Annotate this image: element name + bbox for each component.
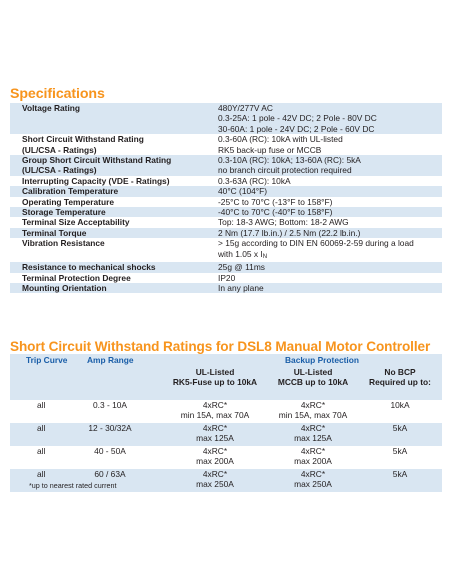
cell-trip: all [37, 400, 46, 410]
spec-value: IP20 [218, 272, 236, 283]
spec-label: Storage Temperature [22, 207, 106, 218]
spec-value: 30-60A: 1 pole - 24V DC; 2 Pole - 60V DC [218, 123, 375, 134]
cell-fuse: 4xRC* [202, 423, 228, 433]
header-rk5-fuse: RK5-Fuse up to 10kA [172, 377, 258, 387]
header-required: Required up to: [369, 377, 431, 387]
spec-value: -40°C to 70°C (-40°F to 158°F) [218, 207, 333, 218]
short-circuit-table [10, 354, 442, 492]
cell-amp: 0.3 - 10A [93, 400, 127, 410]
spec-label: Resistance to mechanical shocks [22, 262, 156, 273]
subscript-n: N [262, 253, 268, 260]
header-ul-listed-fuse: UL-Listed [195, 367, 235, 377]
spec-label: Terminal Size Acceptability [22, 217, 130, 228]
spec-row [10, 283, 442, 293]
spec-value: In any plane [218, 282, 264, 293]
spec-label: Interrupting Capacity (VDE - Ratings) [22, 175, 170, 186]
spec-value: Top: 18-3 AWG; Bottom: 18-2 AWG [218, 217, 349, 228]
table-row [10, 423, 442, 446]
spec-value: with 1.05 x I [218, 248, 263, 259]
spec-value: > 15g according to DIN EN 60069-2-59 during a load [218, 238, 414, 249]
cell-fuse: max 250A [196, 479, 234, 489]
spec-label: Calibration Temperature [22, 186, 119, 197]
spec-label: Operating Temperature [22, 196, 114, 207]
spec-value: -25°C to 70°C (-13°F to 158°F) [218, 196, 333, 207]
cell-fuse: min 15A, max 70A [180, 410, 250, 420]
spec-value: 0.3-10A (RC): 10kA; 13-60A (RC): 5kA [218, 155, 361, 166]
table-row [10, 400, 442, 423]
cell-mccb: 4xRC* [300, 400, 326, 410]
spec-value: no branch circuit protection required [218, 165, 352, 176]
spec-row [10, 238, 442, 262]
cell-fuse: max 200A [196, 456, 234, 466]
spec-label: Terminal Torque [22, 227, 87, 238]
spec-value: RK5 back-up fuse or MCCB [218, 144, 322, 155]
footnote: *up to nearest rated current [29, 481, 117, 490]
spec-value: 480Y/277V AC [218, 103, 273, 113]
cell-mccb: max 250A [294, 479, 332, 489]
spec-row [10, 262, 442, 272]
cell-nobcp: 10kA [390, 400, 410, 410]
spec-row [10, 197, 442, 207]
cell-amp: 12 - 30/32A [88, 423, 132, 433]
cell-mccb: max 125A [294, 433, 332, 443]
spec-row [10, 155, 442, 176]
header-no-bcp: No BCP [384, 367, 416, 377]
spec-label: (UL/CSA - Ratings) [22, 165, 97, 176]
spec-label: Vibration Resistance [22, 238, 105, 249]
table-header [10, 354, 442, 400]
spec-value: 40°C (104°F) [218, 186, 268, 197]
cell-amp: 60 / 63A [94, 469, 126, 479]
cell-amp: 40 - 50A [94, 446, 126, 456]
spec-value: 2 Nm (17.7 lb.in.) / 2.5 Nm (22.2 lb.in.) [218, 227, 361, 238]
cell-nobcp: 5kA [392, 423, 408, 433]
spec-row [10, 134, 442, 155]
spec-value: 0.3-25A: 1 pole - 42V DC; 2 Pole - 80V DC [218, 113, 377, 124]
table-row [10, 446, 442, 469]
cell-mccb: 4xRC* [300, 446, 326, 456]
header-backup-protection: Backup Protection [285, 355, 359, 365]
header-trip-curve: Trip Curve [26, 355, 68, 365]
cell-fuse: 4xRC* [202, 400, 228, 410]
header-mccb: MCCB up to 10kA [277, 377, 349, 387]
spec-value: 25g @ 11ms [218, 262, 265, 273]
spec-label: (UL/CSA - Ratings) [22, 144, 97, 155]
cell-fuse: 4xRC* [202, 469, 228, 479]
cell-trip: all [37, 469, 46, 479]
cell-mccb: max 200A [294, 456, 332, 466]
cell-fuse: max 125A [196, 433, 234, 443]
spec-value: 0.3-60A (RC): 10kA with UL-listed [218, 134, 343, 145]
cell-trip: all [37, 423, 46, 433]
short-circuit-title: Short Circuit Withstand Ratings for DSL8 Manual Motor Controller [10, 339, 431, 354]
header-amp-range: Amp Range [87, 355, 134, 365]
spec-label: Mounting Orientation [22, 282, 107, 293]
spec-label: Terminal Protection Degree [22, 272, 131, 283]
specifications-table [10, 103, 442, 293]
spec-value: 0.3-63A (RC): 10kA [218, 175, 291, 186]
spec-row [10, 103, 442, 134]
spec-row [10, 217, 442, 227]
cell-fuse: 4xRC* [202, 446, 228, 456]
cell-mccb: 4xRC* [300, 423, 326, 433]
spec-label: Group Short Circuit Withstand Rating [22, 155, 172, 166]
cell-trip: all [37, 446, 46, 456]
cell-mccb: min 15A, max 70A [278, 410, 348, 420]
spec-row [10, 273, 442, 283]
cell-nobcp: 5kA [392, 469, 408, 479]
spec-label: Short Circuit Withstand Rating [22, 134, 144, 145]
cell-mccb: 4xRC* [300, 469, 326, 479]
specifications-title: Specifications [10, 86, 105, 102]
spec-row [10, 176, 442, 186]
cell-nobcp: 5kA [392, 446, 408, 456]
spec-row [10, 186, 442, 196]
header-ul-listed-mccb: UL-Listed [293, 367, 333, 377]
spec-label: Voltage Rating [22, 103, 81, 113]
spec-row [10, 207, 442, 217]
spec-row [10, 228, 442, 238]
